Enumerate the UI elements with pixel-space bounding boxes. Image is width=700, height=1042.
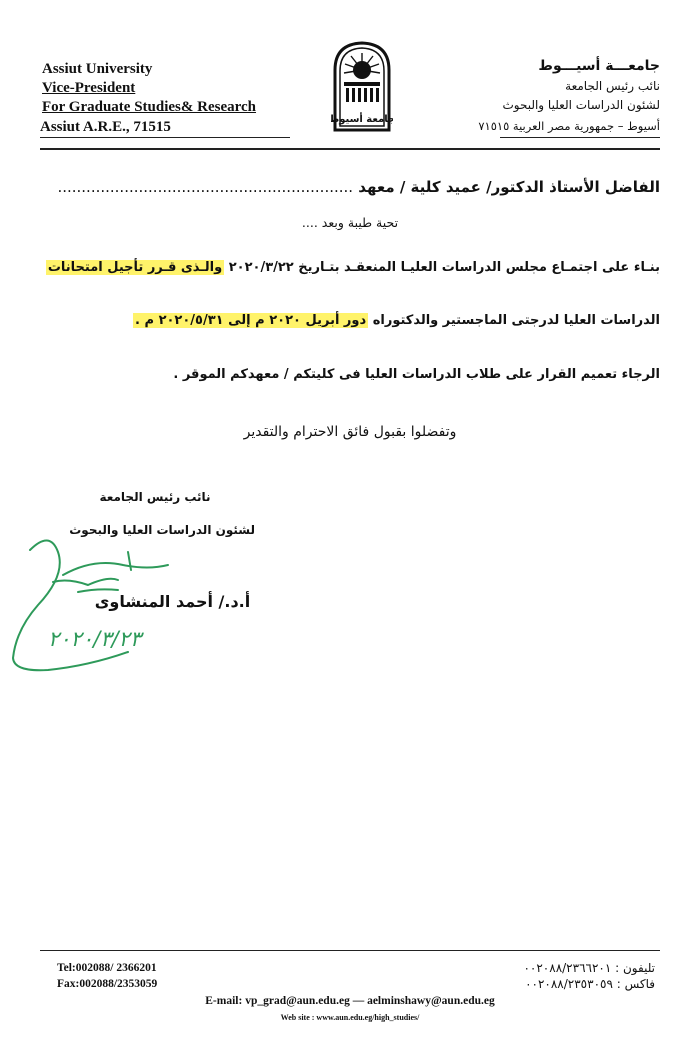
addressee-line bbox=[57, 178, 660, 196]
closing: وتفضلوا بقبول فائق الاحترام والتقدير bbox=[243, 424, 457, 440]
header-ar-university: جامعـــة أسيـــوط bbox=[538, 58, 660, 74]
paragraph-1-highlight: والـذى قـرر تأجيل امتحانات bbox=[47, 260, 223, 275]
footer-tel-ar: تليفون : ٠٠٢٠٨٨/٢٣٦٦٢٠١ bbox=[523, 961, 655, 975]
signer-name: أ.د./ أحمد المنشاوى bbox=[94, 592, 251, 611]
header-en-rule bbox=[40, 137, 290, 138]
header-ar-address: أسيوط – جمهورية مصر العربية ٧١٥١٥ bbox=[478, 119, 660, 133]
header-en-graduate-studies: For Graduate Studies& Research bbox=[42, 99, 257, 115]
footer-fax-en: Fax:002088/2353059 bbox=[57, 978, 158, 990]
university-logo bbox=[331, 40, 393, 132]
addressee-dots: .............................................................. bbox=[57, 178, 354, 196]
header-en-university: Assiut University bbox=[42, 61, 153, 77]
header-separator bbox=[40, 148, 660, 150]
paragraph-1-text: بنـاء على اجتمـاع مجلس الدراسات العليـا المنعقـد بتـاريخ ٢٠٢٠/٣/٢٢ bbox=[228, 260, 660, 275]
handwritten-signature-icon bbox=[8, 530, 198, 675]
footer-fax-ar: فاكس : ٠٠٢٠٨٨/٢٣٥٣٠٥٩ bbox=[525, 977, 655, 991]
assiut-university-seal-icon bbox=[331, 40, 393, 132]
header-ar-rule bbox=[500, 137, 660, 138]
footer-email: E-mail: vp_grad@aun.edu.eg — aelminshawy@aun.edu.eg bbox=[205, 995, 495, 1007]
handwritten-date: ٢٠٢٠/٣/٢٣ bbox=[48, 627, 142, 651]
logo-text: جامعة أسيوط bbox=[331, 114, 393, 125]
footer-website: Web site : www.aun.edu.eg/high_studies/ bbox=[280, 1013, 420, 1022]
paragraph-2-text: الدراسات العليا لدرجتى الماجستير والدكتوراه bbox=[372, 313, 660, 328]
signer-title-1: نائب رئيس الجامعة bbox=[99, 490, 211, 504]
header-ar-graduate-studies: لشئون الدراسات العليا والبحوث bbox=[502, 98, 660, 112]
paragraph-2 bbox=[133, 313, 660, 328]
footer-tel-en: Tel:002088/ 2366201 bbox=[57, 962, 157, 974]
paragraph-2-highlight: دور أبريل ٢٠٢٠ م إلى ٢٠٢٠/٥/٣١ م . bbox=[135, 313, 367, 328]
paragraph-3: الرجاء تعميم القرار على طلاب الدراسات العليا فى كليتكم / معهدكم الموقر . bbox=[173, 367, 660, 382]
header-ar-vice-president: نائب رئيس الجامعة bbox=[565, 79, 660, 93]
signer-title-2: لشئون الدراسات العليا والبحوث bbox=[69, 523, 255, 537]
paragraph-1 bbox=[46, 260, 660, 275]
addressee: الفاضل الأستاذ الدكتور/ عميد كلية / معهد bbox=[358, 178, 660, 196]
header-en-vice-president: Vice-President bbox=[42, 80, 136, 96]
greeting: تحية طيبة وبعد .... bbox=[301, 215, 399, 230]
header-en-address: Assiut A.R.E., 71515 bbox=[40, 119, 171, 135]
footer-separator bbox=[40, 950, 660, 951]
